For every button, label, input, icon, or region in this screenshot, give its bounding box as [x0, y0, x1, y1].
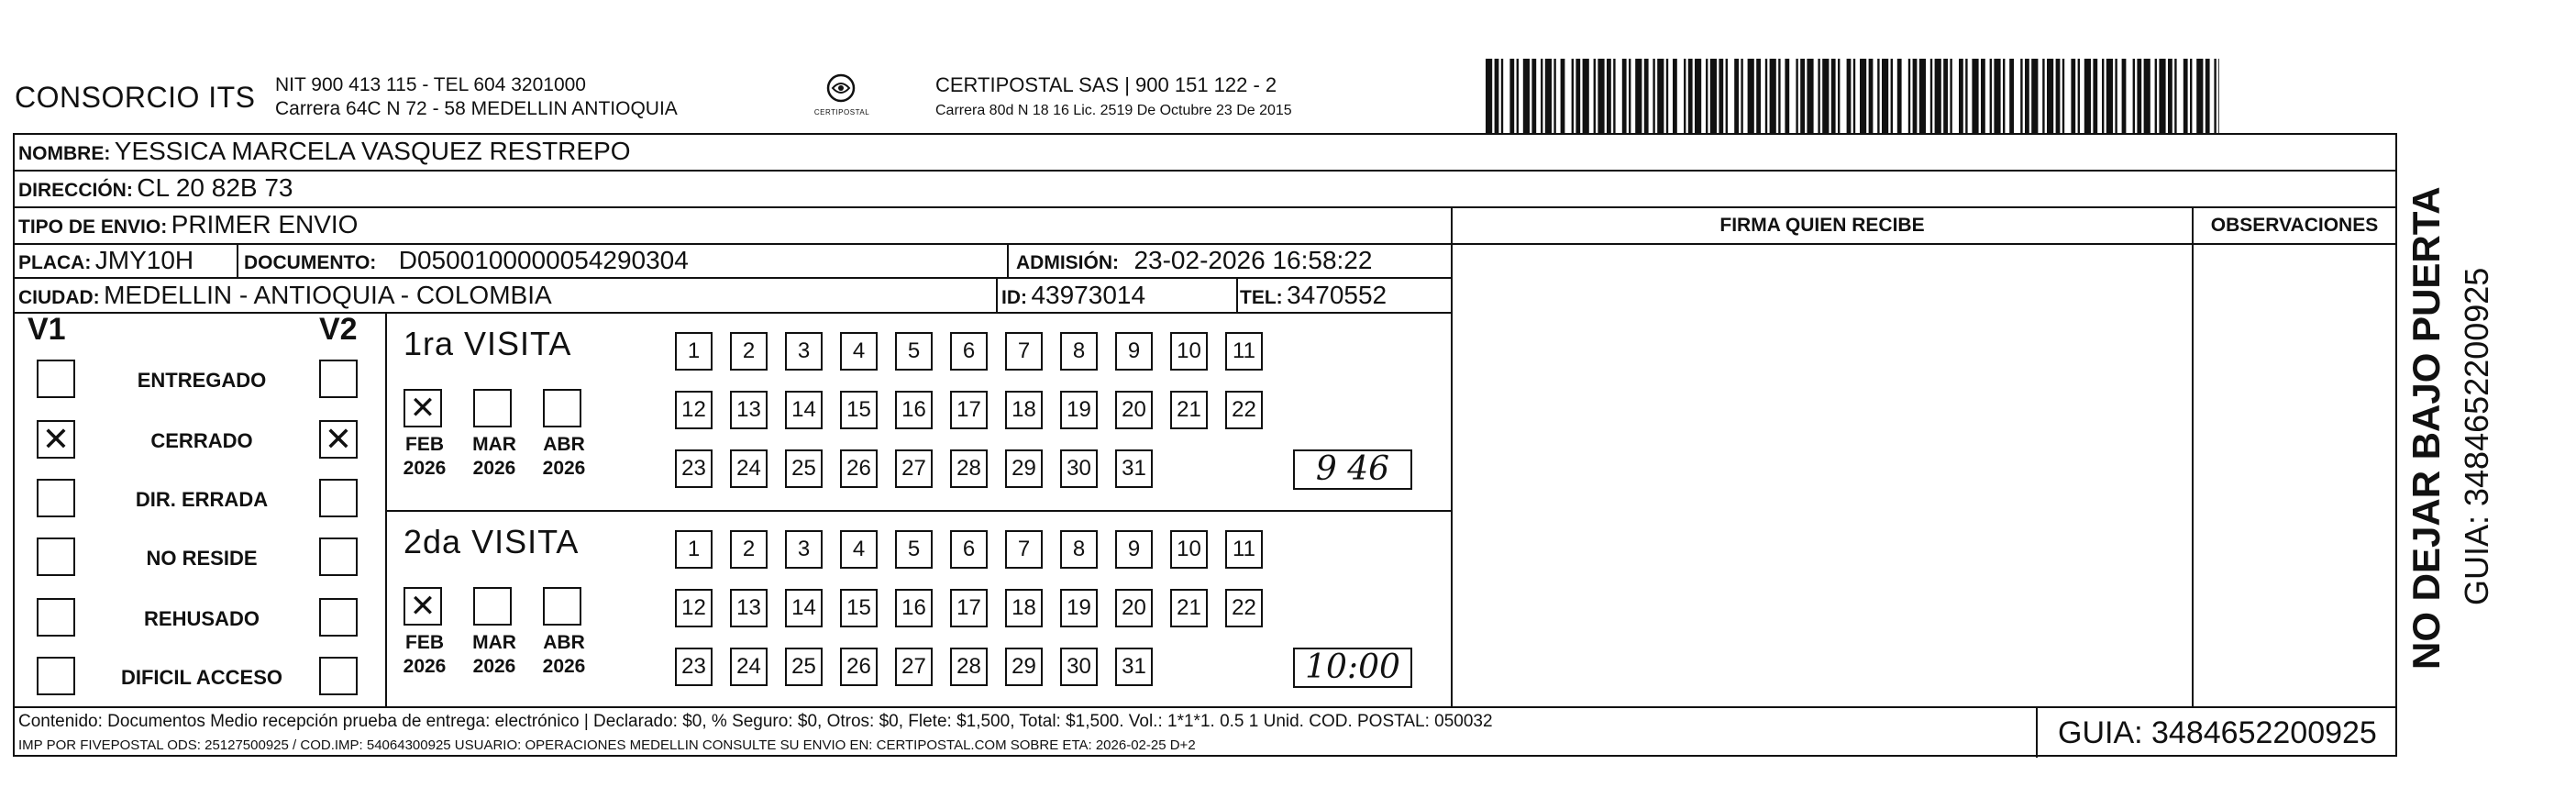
- barcode-bar: [2137, 59, 2141, 134]
- direccion-value: CL 20 82B 73: [137, 173, 293, 202]
- day-cell[interactable]: 17: [950, 589, 988, 627]
- admision-label: ADMISIÓN:: [1016, 252, 1119, 273]
- observations-area[interactable]: [2194, 246, 2395, 706]
- barcode-bar: [2115, 59, 2117, 134]
- documento-row: [244, 246, 689, 275]
- barcode-bar: [2102, 59, 2104, 134]
- barcode-bar: [1994, 59, 2000, 134]
- barcode-bar: [1800, 59, 1805, 134]
- barcode-bar: [1517, 59, 1519, 134]
- barcode-bar: [2009, 59, 2014, 134]
- barcode-bar: [1673, 59, 1677, 134]
- barcode-bar: [1897, 59, 1902, 134]
- month-checkbox[interactable]: [473, 389, 512, 427]
- company-address: Carrera 64C N 72 - 58 MEDELLIN ANTIOQUIA: [275, 98, 678, 119]
- month-year: 2026: [472, 656, 516, 677]
- tel-row: [1240, 281, 1387, 310]
- month-name: ABR: [543, 632, 585, 653]
- barcode-bar: [1561, 59, 1565, 134]
- day-cell[interactable]: 2: [730, 332, 768, 371]
- barcode-bar: [1869, 59, 1874, 134]
- barcode-bar: [1486, 59, 1492, 134]
- month-year: 2026: [403, 458, 447, 479]
- barcode-bar: [1523, 59, 1530, 134]
- barcode-bar: [2155, 59, 2157, 134]
- signature-area[interactable]: [1453, 246, 2192, 706]
- footer-content-line: Contenido: Documentos Medio recepción prueba de entrega: electrónico | Declarado: $0, % Seguro: $0, Otros: $0, Flete: $1,500, Total: $1,500. Vol.: 1*1*1. 0.5 1 Unid. COD. POSTAL: 050032: [18, 712, 1493, 731]
- month-checkbox[interactable]: [473, 587, 512, 626]
- barcode-bar: [1706, 59, 1708, 134]
- day-cell[interactable]: 11: [1225, 530, 1263, 569]
- v1-checkbox[interactable]: [37, 598, 75, 637]
- tel-value: 3470552: [1287, 281, 1388, 309]
- day-cell[interactable]: 1: [675, 332, 713, 371]
- barcode-bar: [2106, 59, 2113, 134]
- barcode-bar: [2020, 59, 2022, 134]
- day-cell[interactable]: 31: [1115, 648, 1153, 686]
- logo-text: CERTIPOSTAL: [813, 108, 870, 116]
- day-cell[interactable]: 8: [1060, 530, 1098, 569]
- barcode-bar: [2218, 59, 2219, 134]
- barcode-bar: [1972, 59, 1978, 134]
- barcode-bar: [1741, 59, 1742, 134]
- day-cell[interactable]: 20: [1115, 391, 1153, 429]
- barcode-bar: [1950, 59, 1951, 134]
- barcode-bar: [2159, 59, 2165, 134]
- barcode-bar: [2093, 59, 2097, 134]
- month-name: ABR: [543, 434, 585, 455]
- placa-row: [18, 246, 193, 275]
- day-cell[interactable]: 31: [1115, 449, 1153, 488]
- barcode-bar: [1785, 59, 1789, 134]
- barcode-bar: [2206, 59, 2210, 134]
- barcode-bar: [1990, 59, 1992, 134]
- barcode-bar: [1575, 59, 1580, 134]
- barcode-bar: [1818, 59, 1819, 134]
- barcode-bar: [1891, 59, 1893, 134]
- barcode-bar: [1598, 59, 1604, 134]
- tipo-envio-row: [18, 210, 358, 239]
- barcode-bar: [1719, 59, 1723, 134]
- barcode-bar: [1622, 59, 1627, 134]
- day-cell[interactable]: 14: [785, 589, 823, 627]
- v1-checkbox[interactable]: [37, 360, 75, 398]
- barcode-bar: [1594, 59, 1596, 134]
- nombre-row: [18, 137, 631, 166]
- nombre-value: YESSICA MARCELA VASQUEZ RESTREPO: [114, 137, 631, 165]
- month-name: MAR: [472, 434, 516, 455]
- direccion-row: [18, 173, 293, 203]
- barcode-bar: [2084, 59, 2091, 134]
- barcode-bar: [1501, 59, 1503, 134]
- guia-number: GUIA: 3484652200925: [2058, 715, 2377, 750]
- barcode-bar: [1684, 59, 1686, 134]
- barcode-bar: [1981, 59, 1985, 134]
- barcode-bar: [1710, 59, 1717, 134]
- ciudad-row: [18, 281, 552, 310]
- day-cell[interactable]: 27: [895, 449, 933, 488]
- barcode-bar: [2071, 59, 2075, 134]
- visit-title: 1ra VISITA: [404, 325, 572, 362]
- barcode-bar: [2078, 59, 2080, 134]
- day-cell[interactable]: 24: [730, 648, 768, 686]
- day-cell[interactable]: 21: [1170, 391, 1208, 429]
- certipostal-address: Carrera 80d N 18 16 Lic. 2519 De Octubre 23 De 2015: [935, 103, 1292, 118]
- day-cell[interactable]: 9: [1115, 332, 1153, 371]
- barcode-bar: [1765, 59, 1767, 134]
- barcode-bar: [2196, 59, 2203, 134]
- barcode-bar: [2214, 59, 2216, 134]
- v2-checkbox[interactable]: [319, 657, 358, 695]
- v2-checkbox[interactable]: [319, 538, 358, 576]
- day-cell[interactable]: 6: [950, 530, 988, 569]
- placa-value: JMY10H: [94, 246, 194, 274]
- day-cell[interactable]: 12: [675, 391, 713, 429]
- day-cell[interactable]: 22: [1225, 391, 1263, 429]
- month-name: FEB: [405, 632, 444, 653]
- barcode-bar: [1734, 59, 1739, 134]
- v1-checkbox[interactable]: [37, 657, 75, 695]
- day-cell[interactable]: 11: [1225, 332, 1263, 371]
- v1-checkbox[interactable]: [37, 538, 75, 576]
- barcode-bar: [1695, 59, 1701, 134]
- tipo-envio-value: PRIMER ENVIO: [171, 210, 359, 238]
- month-checkbox[interactable]: [543, 587, 581, 626]
- v2-header: V2: [319, 312, 358, 347]
- barcode-bar: [2042, 59, 2044, 134]
- v2-checkbox[interactable]: [319, 479, 358, 517]
- day-cell[interactable]: 20: [1115, 589, 1153, 627]
- barcode-bar: [1807, 59, 1813, 134]
- barcode-bar: [2168, 59, 2172, 134]
- status-label: NO RESIDE: [146, 547, 258, 570]
- guia-vertical: GUIA: 3484652200925: [2458, 267, 2495, 605]
- barcode-bar: [1688, 59, 1693, 134]
- day-cell[interactable]: 18: [1005, 391, 1043, 429]
- barcode-bar: [1726, 59, 1728, 134]
- day-cell[interactable]: 15: [840, 589, 878, 627]
- day-cell[interactable]: 8: [1060, 332, 1098, 371]
- barcode-bar: [2056, 59, 2061, 134]
- barcode-bar: [1531, 59, 1536, 134]
- barcode-bar: [1657, 59, 1664, 134]
- status-label: DIFICIL ACCESO: [120, 666, 282, 689]
- month-name: FEB: [405, 434, 444, 455]
- v1-header: V1: [28, 312, 66, 347]
- month-checkbox[interactable]: ✕: [404, 389, 442, 427]
- barcode-bar: [1770, 59, 1776, 134]
- v1-checkbox[interactable]: [37, 479, 75, 517]
- status-label: ENTREGADO: [137, 369, 267, 392]
- certipostal-name: CERTIPOSTAL SAS | 900 151 122 - 2: [935, 73, 1277, 96]
- day-cell[interactable]: 14: [785, 391, 823, 429]
- day-cell[interactable]: 22: [1225, 589, 1263, 627]
- day-cell[interactable]: 25: [785, 648, 823, 686]
- day-cell[interactable]: 3: [785, 530, 823, 569]
- id-label: ID:: [1001, 287, 1027, 308]
- day-cell[interactable]: 18: [1005, 589, 1043, 627]
- day-cell[interactable]: 4: [840, 530, 878, 569]
- barcode-bar: [1778, 59, 1780, 134]
- month-year: 2026: [542, 656, 586, 677]
- day-cell[interactable]: 28: [950, 449, 988, 488]
- observaciones-header: OBSERVACIONES: [2210, 215, 2379, 236]
- day-cell[interactable]: 17: [950, 391, 988, 429]
- footer-print-line: IMP POR FIVEPOSTAL ODS: 25127500925 / COD.IMP: 54064300925 USUARIO: OPERACIONES MEDELLIN CONSULTE SU ENVIO EN: CERTIPOSTAL.COM SOBRE ETA: 2026-02-25 D+2: [18, 737, 1196, 753]
- barcode-bar: [2003, 59, 2005, 134]
- barcode-bar: [1943, 59, 1948, 134]
- admision-row: [1016, 246, 1372, 275]
- barcode-bar: [1666, 59, 1668, 134]
- day-cell[interactable]: 12: [675, 589, 713, 627]
- day-cell[interactable]: 25: [785, 449, 823, 488]
- day-cell[interactable]: 30: [1060, 449, 1098, 488]
- barcode-bar: [1629, 59, 1631, 134]
- day-cell[interactable]: 9: [1115, 530, 1153, 569]
- barcode-bar: [1822, 59, 1829, 134]
- day-cell[interactable]: 2: [730, 530, 768, 569]
- barcode-bar: [1545, 59, 1552, 134]
- barcode-bar: [1635, 59, 1642, 134]
- status-label: REHUSADO: [144, 607, 260, 630]
- day-cell[interactable]: 1: [675, 530, 713, 569]
- barcode-bar: [2122, 59, 2127, 134]
- status-label: CERRADO: [150, 429, 253, 452]
- nombre-label: NOMBRE:: [18, 143, 111, 164]
- day-cell[interactable]: 15: [840, 391, 878, 429]
- tel-label: TEL:: [1240, 287, 1283, 308]
- ciudad-value: MEDELLIN - ANTIOQUIA - COLOMBIA: [104, 281, 552, 309]
- day-cell[interactable]: 7: [1005, 332, 1043, 371]
- day-cell[interactable]: 16: [895, 391, 933, 429]
- v1-checkbox[interactable]: ✕: [37, 420, 75, 459]
- visit-title: 2da VISITA: [404, 523, 580, 560]
- barcode-bar: [1756, 59, 1761, 134]
- barcode: [1486, 59, 2219, 134]
- barcode-bar: [1930, 59, 1932, 134]
- barcode-bar: [1644, 59, 1649, 134]
- v2-checkbox[interactable]: [319, 598, 358, 637]
- day-cell[interactable]: 19: [1060, 589, 1098, 627]
- v2-checkbox[interactable]: ✕: [319, 420, 358, 459]
- barcode-bar: [1908, 59, 1910, 134]
- barcode-bar: [1913, 59, 1918, 134]
- barcode-bar: [1860, 59, 1866, 134]
- day-cell[interactable]: 7: [1005, 530, 1043, 569]
- barcode-bar: [1847, 59, 1852, 134]
- barcode-bar: [2144, 59, 2150, 134]
- day-cell[interactable]: 5: [895, 530, 933, 569]
- day-cell[interactable]: 29: [1005, 449, 1043, 488]
- day-cell[interactable]: 10: [1170, 530, 1208, 569]
- barcode-bar: [1553, 59, 1555, 134]
- day-cell[interactable]: 16: [895, 589, 933, 627]
- barcode-bar: [1541, 59, 1542, 134]
- day-cell[interactable]: 13: [730, 589, 768, 627]
- barcode-bar: [1796, 59, 1797, 134]
- barcode-bar: [1853, 59, 1855, 134]
- barcode-bar: [2174, 59, 2176, 134]
- day-cell[interactable]: 23: [675, 449, 713, 488]
- day-cell[interactable]: 10: [1170, 332, 1208, 371]
- company-nit: NIT 900 413 115 - TEL 604 3201000: [275, 74, 586, 95]
- company-name: CONSORCIO ITS: [15, 81, 256, 114]
- barcode-bar: [1653, 59, 1654, 134]
- barcode-bar: [1583, 59, 1589, 134]
- barcode-bar: [1935, 59, 1941, 134]
- barcode-bar: [2184, 59, 2188, 134]
- month-checkbox[interactable]: ✕: [404, 587, 442, 626]
- barcode-bar: [1919, 59, 1926, 134]
- day-cell[interactable]: 27: [895, 648, 933, 686]
- day-cell[interactable]: 19: [1060, 391, 1098, 429]
- barcode-bar: [1838, 59, 1840, 134]
- barcode-bar: [1607, 59, 1611, 134]
- barcode-bar: [1613, 59, 1615, 134]
- day-cell[interactable]: 6: [950, 332, 988, 371]
- tipo-envio-label: TIPO DE ENVIO:: [18, 216, 168, 238]
- barcode-bar: [1882, 59, 1888, 134]
- barcode-bar: [1831, 59, 1836, 134]
- day-cell[interactable]: 23: [675, 648, 713, 686]
- barcode-bar: [1965, 59, 1967, 134]
- day-cell[interactable]: 28: [950, 648, 988, 686]
- month-checkbox[interactable]: [543, 389, 581, 427]
- day-cell[interactable]: 29: [1005, 648, 1043, 686]
- month-year: 2026: [403, 656, 447, 677]
- day-cell[interactable]: 24: [730, 449, 768, 488]
- no-dejar-bajo-puerta: NO DEJAR BAJO PUERTA: [2405, 186, 2448, 670]
- direccion-label: DIRECCIÓN:: [18, 180, 133, 201]
- day-cell[interactable]: 3: [785, 332, 823, 371]
- month-year: 2026: [472, 458, 516, 479]
- day-cell[interactable]: 5: [895, 332, 933, 371]
- handwritten-time: 10:00: [1293, 648, 1412, 688]
- barcode-bar: [2133, 59, 2135, 134]
- barcode-bar: [1877, 59, 1879, 134]
- barcode-bar: [2025, 59, 2029, 134]
- barcode-bar: [1495, 59, 1499, 134]
- barcode-bar: [1572, 59, 1574, 134]
- v2-checkbox[interactable]: [319, 360, 358, 398]
- admision-value: 23-02-2026 16:58:22: [1133, 246, 1373, 274]
- id-value: 43973014: [1031, 281, 1146, 309]
- ciudad-label: CIUDAD:: [18, 287, 100, 308]
- documento-value: D0500100000054290304: [398, 246, 689, 274]
- documento-label: DOCUMENTO:: [244, 252, 377, 273]
- barcode-bar: [2062, 59, 2064, 134]
- day-cell[interactable]: 13: [730, 391, 768, 429]
- month-year: 2026: [542, 458, 586, 479]
- barcode-bar: [2047, 59, 2053, 134]
- placa-label: PLACA:: [18, 252, 92, 273]
- month-name: MAR: [472, 632, 516, 653]
- barcode-bar: [2031, 59, 2038, 134]
- barcode-bar: [1959, 59, 1963, 134]
- day-cell[interactable]: 26: [840, 449, 878, 488]
- firma-header: FIRMA QUIEN RECIBE: [1719, 215, 1925, 236]
- handwritten-time: 9 46: [1293, 449, 1412, 490]
- barcode-bar: [2190, 59, 2192, 134]
- day-cell[interactable]: 26: [840, 648, 878, 686]
- barcode-bar: [1748, 59, 1754, 134]
- day-cell[interactable]: 21: [1170, 589, 1208, 627]
- id-row: [1001, 281, 1145, 310]
- status-label: DIR. ERRADA: [135, 488, 269, 511]
- day-cell[interactable]: 30: [1060, 648, 1098, 686]
- day-cell[interactable]: 4: [840, 332, 878, 371]
- barcode-bar: [1509, 59, 1514, 134]
